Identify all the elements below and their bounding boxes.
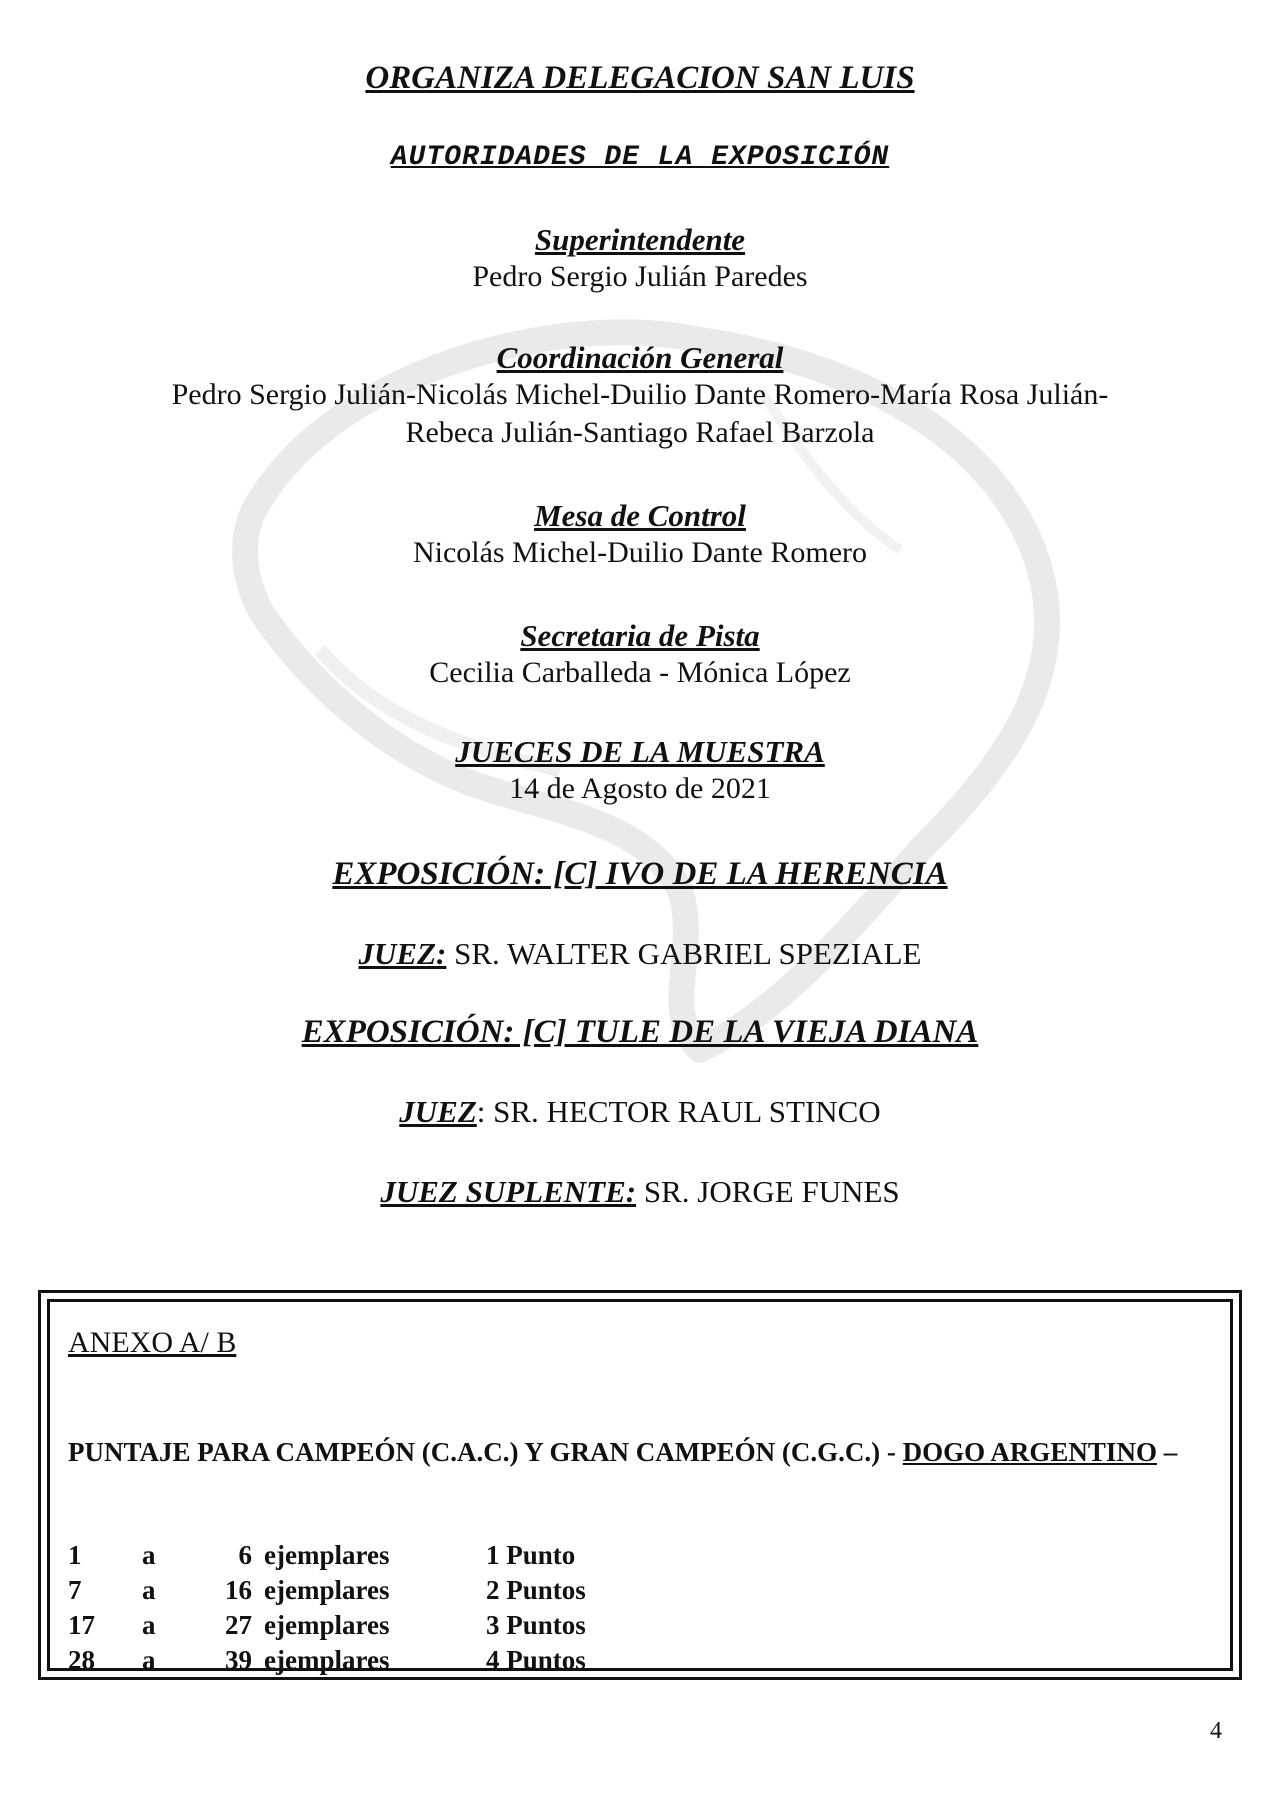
jueces-date: 14 de Agosto de 2021 — [509, 772, 771, 805]
exposicion-title-2: EXPOSICIÓN: [C] TULE DE LA VIEJA DIANA — [301, 1014, 979, 1050]
exposicion-title-1: EXPOSICIÓN: [C] IVO DE LA HERENCIA — [332, 856, 948, 892]
cell-to: 16 — [225, 1575, 252, 1605]
role-names: Cecilia Carballeda - Mónica López — [429, 656, 851, 689]
cell-word: ejemplares — [264, 1540, 390, 1570]
puntaje-suffix: – — [1156, 1437, 1178, 1467]
cell-to: 39 — [225, 1645, 252, 1675]
cell-word: ejemplares — [264, 1610, 390, 1640]
role-names: Pedro Sergio Julián-Nicolás Michel-Duilio Dante Romero-María Rosa Julián- — [171, 378, 1109, 411]
jueces-block — [0, 734, 1280, 808]
cell-word: ejemplares — [264, 1575, 390, 1605]
table-row — [68, 1608, 686, 1643]
cell-from: 7 — [68, 1575, 82, 1605]
suplente-name: SR. JORGE FUNES — [636, 1174, 900, 1209]
anexo-box — [38, 1290, 1242, 1680]
organizer-heading: ORGANIZA DELEGACION SAN LUIS — [365, 60, 915, 96]
anexo-inner-border — [47, 1299, 1233, 1675]
page-number: 4 — [1210, 1718, 1222, 1744]
authorities-heading: AUTORIDADES DE LA EXPOSICIÓN — [390, 142, 890, 173]
role-title: Mesa de Control — [534, 498, 746, 533]
judge-name: : SR. HECTOR RAUL STINCO — [476, 1094, 881, 1129]
cell-points: 1 Punto — [486, 1540, 576, 1570]
role-names: Nicolás Michel-Duilio Dante Romero — [412, 536, 868, 569]
role-names: Rebeca Julián-Santiago Rafael Barzola — [405, 416, 875, 449]
score-table — [68, 1538, 686, 1678]
role-title: Secretaria de Pista — [520, 618, 760, 653]
cell-word: ejemplares — [264, 1645, 390, 1675]
puntaje-breed: DOGO ARGENTINO — [902, 1437, 1157, 1467]
authority-block-superintendente — [0, 222, 1280, 296]
cell-a: a — [142, 1575, 156, 1605]
authority-block-secretaria — [0, 618, 1280, 692]
suplente-label: JUEZ SUPLENTE: — [380, 1174, 637, 1209]
cell-a: a — [142, 1540, 156, 1570]
cell-points: 4 Puntos — [486, 1645, 586, 1675]
judge-line-1 — [0, 936, 1280, 972]
judge-line-2 — [0, 1094, 1280, 1130]
authority-block-mesa-control — [0, 498, 1280, 572]
cell-points: 2 Puntos — [486, 1575, 586, 1605]
cell-points: 3 Puntos — [486, 1610, 586, 1640]
puntaje-text: PUNTAJE PARA CAMPEÓN (C.A.C.) Y GRAN CAMPEÓN (C.G.C.) - — [68, 1437, 903, 1467]
authority-block-coordinacion — [0, 340, 1280, 452]
jueces-title: JUECES DE LA MUESTRA — [455, 734, 825, 769]
table-row — [68, 1573, 686, 1608]
table-row — [68, 1538, 686, 1573]
role-title: Coordinación General — [496, 340, 784, 375]
role-names: Pedro Sergio Julián Paredes — [472, 260, 808, 293]
anexo-title: ANEXO A/ B — [68, 1326, 237, 1359]
puntaje-heading — [68, 1434, 1188, 1470]
cell-from: 28 — [68, 1645, 95, 1675]
judge-label: JUEZ — [399, 1094, 477, 1129]
judge-label: JUEZ: — [358, 936, 447, 971]
cell-from: 17 — [68, 1610, 95, 1640]
cell-a: a — [142, 1610, 156, 1640]
cell-to: 27 — [225, 1610, 252, 1640]
suplente-line — [0, 1174, 1280, 1210]
judge-name: SR. WALTER GABRIEL SPEZIALE — [446, 936, 922, 971]
cell-from: 1 — [68, 1540, 82, 1570]
table-row — [68, 1643, 686, 1678]
cell-a: a — [142, 1645, 156, 1675]
role-title: Superintendente — [534, 222, 746, 257]
cell-to: 6 — [238, 1540, 252, 1570]
